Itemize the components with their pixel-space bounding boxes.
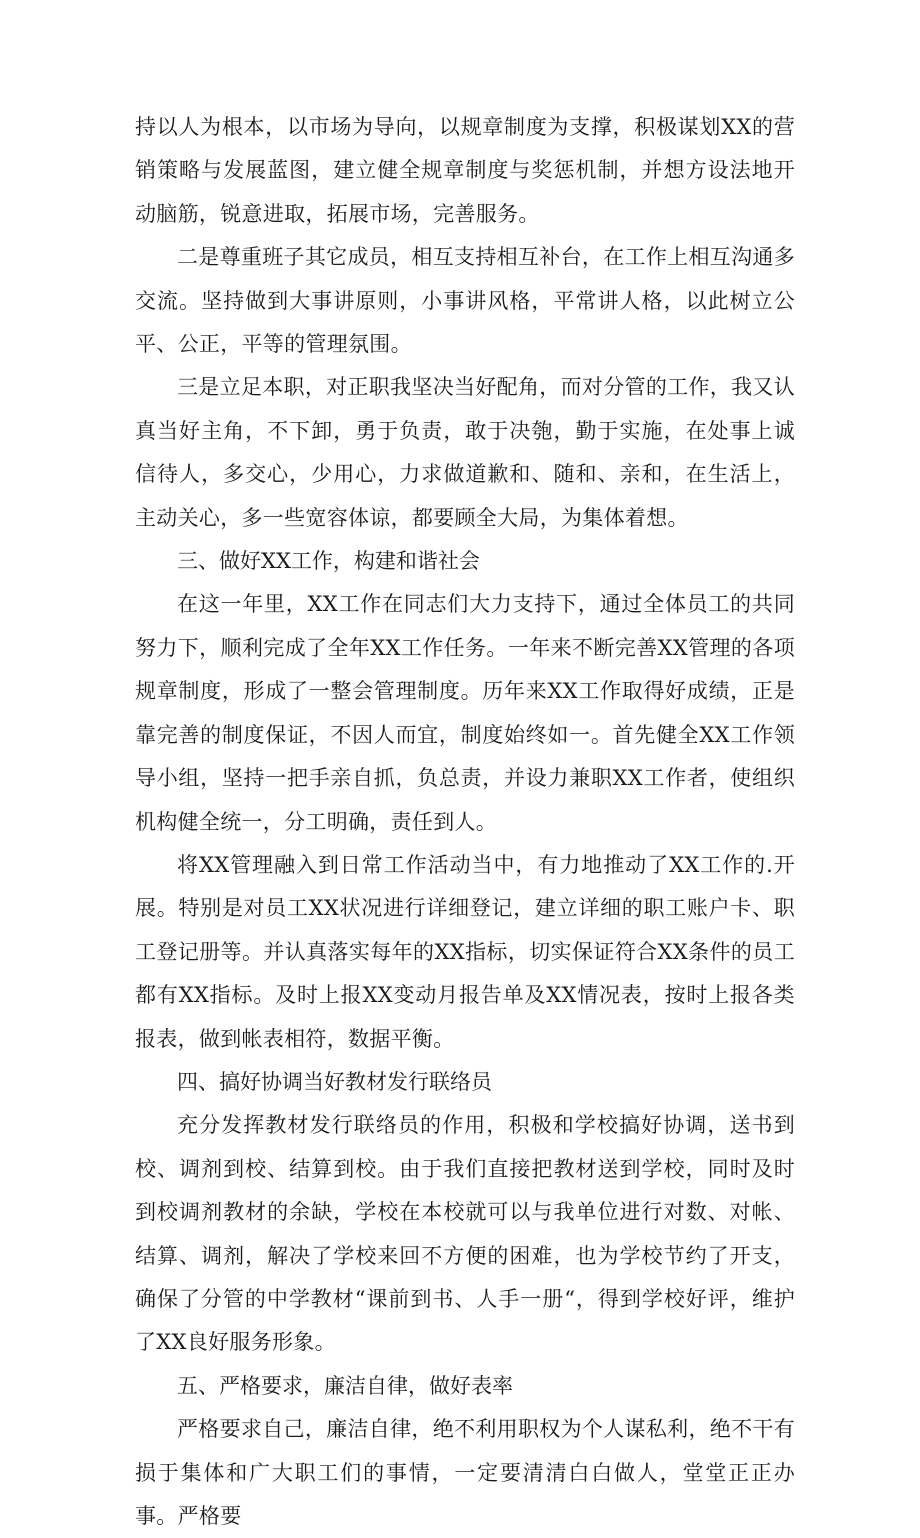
paragraph-continuation: 持以人为根本，以市场为导向，以规章制度为支撑，积极谋划XX的营销策略与发展蓝图，建立健全规章制度与奖惩机制，并想方设法地开动脑筋，锐意进取，拓展市场，完善服务。	[135, 115, 795, 226]
paragraph-section-3-b: 将XX管理融入到日常工作活动当中，有力地推动了XX工作的.开展。特别是对员工XX状况进行详细登记，建立详细的职工账户卡、职工登记册等。并认真落实每年的XX指标，切实保证符合XX条件的员工都有XX指标。及时上报XX变动月报告单及XX情况表，按时上报各类报表，做到帐表相符，数据平衡。	[135, 852, 795, 1051]
section-heading-5: 五、严格要求，廉洁自律，做好表率	[177, 1373, 513, 1398]
document-body	[135, 106, 795, 1538]
paragraph-section-3-a: 在这一年里，XX工作在同志们大力支持下，通过全体员工的共同努力下，顺利完成了全年XX工作任务。一年来不断完善XX管理的各项规章制度，形成了一整会管理制度。历年来XX工作取得好成绩，正是靠完善的制度保证，不因人而宜，制度始终如一。首先健全XX工作领导小组，坚持一把手亲自抓，负总责，并设力兼职XX工作者，使组织机构健全统一，分工明确，责任到人。	[135, 592, 795, 834]
section-heading-3: 三、做好XX工作，构建和谐社会	[177, 549, 480, 574]
paragraph-point-two: 二是尊重班子其它成员，相互支持相互补台，在工作上相互沟通多交流。坚持做到大事讲原则，小事讲风格，平常讲人格，以此树立公平、公正，平等的管理氛围。	[135, 245, 795, 357]
paragraph-point-three: 三是立足本职，对正职我坚决当好配角，而对分管的工作，我又认真当好主角，不下卸，勇于负责，敢于决匏，勤于实施，在处事上诚信待人，多交心，少用心，力求做道歉和、随和、亲和，在生活上，主动关心，多一些宽容体谅，都要顾全大局，为集体着想。	[135, 375, 795, 530]
paragraph-section-4: 充分发挥教材发行联络员的作用，积极和学校搞好协调，送书到校、调剂到校、结算到校。由于我们直接把教材送到学校，同时及时到校调剂教材的余缺，学校在本校就可以与我单位进行对数、对帐、结算、调剂，解决了学校来回不方便的困难，也为学校节约了开支，确保了分管的中学教材“课前到书、人手一册“，得到学校好评，维护了XX良好服务形象。	[135, 1113, 795, 1355]
paragraph-section-5: 严格要求自己，廉洁自律，绝不利用职权为个人谋私利，绝不干有损于集体和广大职工们的事情，一定要清清白白做人，堂堂正正办事。严格要	[135, 1417, 795, 1528]
section-heading-4: 四、搞好协调当好教材发行联络员	[177, 1069, 492, 1094]
